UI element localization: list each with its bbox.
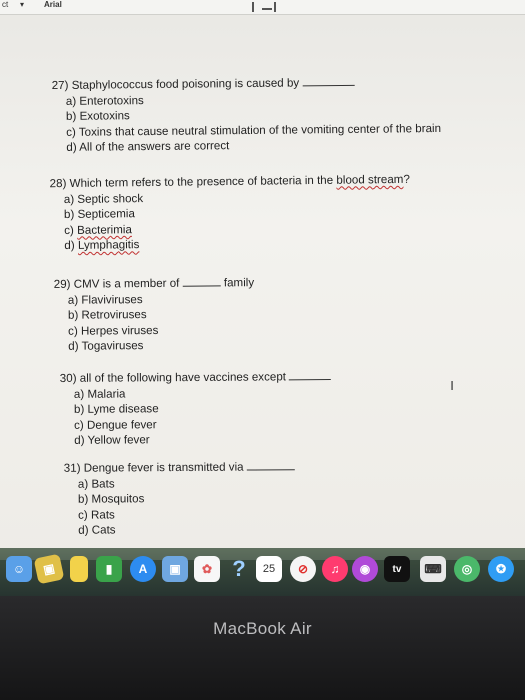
question-text: 27) Staphylococcus food poisoning is caused by	[51, 76, 300, 93]
option-c: c) Herpes viruses	[68, 323, 159, 338]
question-text: 28) Which term refers to the presence of bacteria in the	[49, 173, 334, 191]
option-b: b) Mosquitos	[77, 492, 145, 506]
finder-icon[interactable]: ☺	[6, 556, 32, 582]
question-text: 29) CMV is a member of	[53, 276, 180, 291]
keyboard-icon[interactable]: ⌨	[420, 556, 446, 582]
option-b: b) Lyme disease	[73, 402, 159, 417]
help-icon[interactable]: ?	[232, 556, 246, 581]
question-text-end: family	[223, 276, 255, 290]
option-d: d) Cats	[78, 523, 116, 538]
question-27	[52, 74, 442, 156]
toolbar-text-left: ct	[2, 0, 9, 9]
option-a: a) Flaviviruses	[67, 292, 143, 307]
toolbar-divider	[262, 8, 272, 10]
question-30	[60, 369, 332, 449]
toolbar-divider	[274, 2, 276, 12]
option-a: a) Enterotoxins	[65, 93, 144, 108]
answer-blank[interactable]	[247, 460, 295, 470]
option-d: d) Lymphagitis	[64, 238, 140, 253]
option-d: d) All of the answers are correct	[66, 139, 230, 155]
podcasts-icon[interactable]: ◉	[352, 556, 378, 582]
photos-icon[interactable]: ▣	[34, 554, 65, 585]
dock	[0, 548, 525, 596]
question-31	[64, 459, 296, 539]
answer-blank[interactable]	[183, 276, 221, 286]
music-icon[interactable]: ♫	[322, 556, 348, 582]
misspelled-word: Lymphagitis	[77, 238, 140, 253]
notes-icon[interactable]	[70, 556, 88, 582]
answer-blank[interactable]	[289, 370, 331, 380]
toolbar-divider	[252, 2, 254, 12]
option-b: b) Exotoxins	[65, 109, 130, 124]
dropdown-caret-icon[interactable]: ▾	[20, 0, 25, 9]
underlined-term: blood stream	[336, 172, 404, 187]
calendar-icon[interactable]: 25	[256, 556, 282, 582]
laptop-bezel	[0, 596, 525, 700]
option-c: c) Rats	[78, 508, 115, 522]
document-toolbar	[0, 0, 525, 15]
question-29	[54, 275, 255, 355]
question-mark: ?	[403, 172, 410, 186]
safari-icon[interactable]: ✪	[488, 556, 514, 582]
option-d: d) Yellow fever	[74, 433, 150, 448]
brand-label: MacBook Air	[213, 619, 312, 638]
app-store-icon[interactable]: A	[130, 556, 156, 582]
numbers-icon[interactable]: ▮	[96, 556, 122, 582]
text-cursor-icon: I	[450, 378, 454, 393]
option-c: c) Toxins that cause neutral stimulation of the vomiting center of the brain	[66, 121, 442, 139]
preview-icon[interactable]: ▣	[162, 556, 188, 582]
option-a: a) Malaria	[73, 387, 126, 401]
option-b: b) Retroviruses	[67, 308, 147, 322]
option-c: c) Bacterimia	[64, 222, 132, 237]
question-28	[50, 172, 411, 254]
misspelled-word: Bacterimia	[77, 222, 132, 237]
option-b: b) Septicemia	[63, 207, 135, 222]
question-text: 30) all of the following have vaccines except	[59, 370, 287, 385]
option-d: d) Togaviruses	[68, 339, 144, 354]
option-a: a) Bats	[77, 477, 115, 491]
option-a: a) Septic shock	[63, 191, 144, 206]
photos-flower-icon[interactable]: ✿	[194, 556, 220, 582]
apple-tv-icon[interactable]: tv	[384, 556, 410, 582]
news-icon[interactable]: ⊘	[290, 556, 316, 582]
option-c: c) Dengue fever	[74, 418, 157, 432]
maps-icon[interactable]: ◎	[454, 556, 480, 582]
question-text: 31) Dengue fever is transmitted via	[63, 460, 244, 475]
font-selector[interactable]: Arial	[44, 0, 62, 9]
answer-blank[interactable]	[302, 76, 354, 87]
